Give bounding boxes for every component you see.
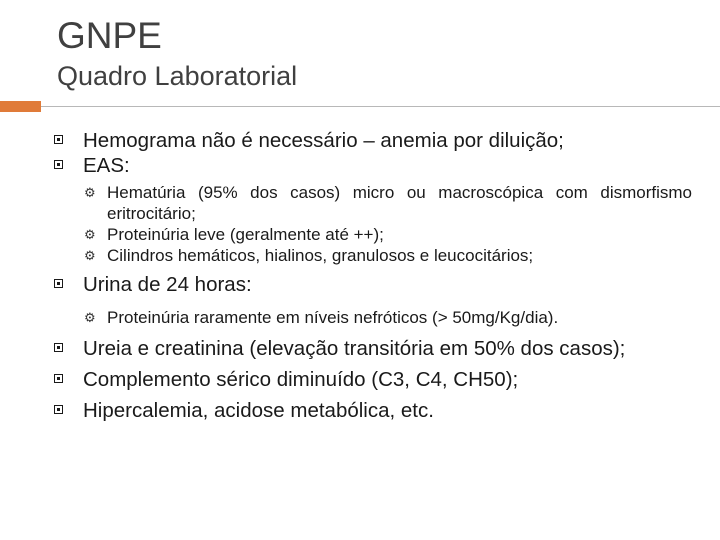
bullet-item-complemento [52, 367, 692, 392]
bullet-text: Ureia e creatinina (elevação transitória em 50% dos casos); [83, 337, 626, 360]
square-bullet-icon [54, 374, 63, 383]
gear-bullet-icon: ⚙ [84, 185, 96, 200]
gear-bullet-icon: ⚙ [84, 248, 96, 263]
sub-item-cilindros [52, 245, 692, 266]
bullet-item-urina [52, 272, 692, 297]
bullet-item-hemograma [52, 128, 692, 153]
divider-line [41, 106, 720, 107]
bullet-text: Urina de 24 horas: [83, 273, 252, 296]
bullet-item-ureia [52, 336, 692, 361]
sub-item-hematuria [52, 182, 692, 224]
sub-item-text: Cilindros hemáticos, hialinos, granulosos e leucocitários; [107, 246, 534, 265]
accent-bar [0, 101, 41, 112]
square-bullet-icon [54, 160, 63, 169]
square-bullet-icon [54, 135, 63, 144]
slide-subtitle: Quadro Laboratorial [57, 61, 298, 91]
bullet-text: Hipercalemia, acidose metabólica, etc. [83, 399, 434, 422]
sub-item-proteinuria [52, 224, 692, 245]
slide-title: GNPE [57, 15, 162, 56]
bullet-text: EAS: [83, 154, 130, 177]
sub-item-proteinuria-nefrotica [52, 307, 692, 328]
bullet-item-eas [52, 153, 692, 178]
sub-item-text: Proteinúria raramente em níveis nefróticos (> 50mg/Kg/dia). [107, 308, 559, 327]
gear-bullet-icon: ⚙ [84, 227, 96, 242]
sub-item-text: Proteinúria leve (geralmente até ++); [107, 225, 384, 244]
bullet-text: Complemento sérico diminuído (C3, C4, CH50); [83, 368, 519, 391]
square-bullet-icon [54, 405, 63, 414]
square-bullet-icon [54, 343, 63, 352]
eas-sub-list [52, 182, 692, 266]
square-bullet-icon [54, 279, 63, 288]
slide-content [52, 128, 692, 423]
urina-sub-list [52, 307, 692, 328]
gear-bullet-icon: ⚙ [84, 310, 96, 325]
sub-item-text: Hematúria (95% dos casos) micro ou macroscópica com dismorfismo eritrocitário; [107, 183, 692, 223]
bullet-item-hipercalemia [52, 398, 692, 423]
bullet-text: Hemograma não é necessário – anemia por diluição; [83, 129, 564, 152]
